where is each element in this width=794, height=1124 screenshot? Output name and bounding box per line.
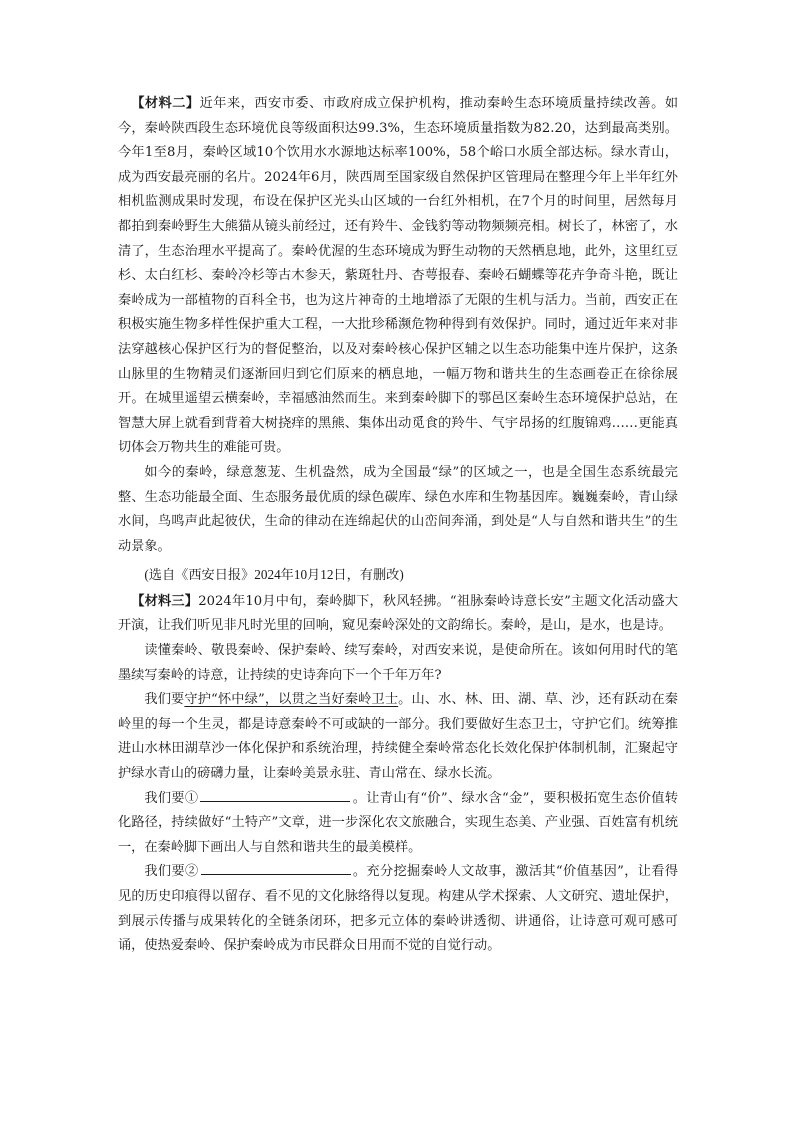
material3-paragraph-1 [118, 590, 678, 639]
material3-text-1: 2024年10月中旬，秦岭脚下，秋风轻拂。“祖脉秦岭诗意长安”主题文化活动盛大开演，让我们听见非凡时光里的回响，窥见秦岭深处的文韵绵长。秦岭，是山，是水，也是诗。 [118, 593, 679, 634]
paragraph-lead: 我们要 [144, 692, 185, 708]
source-citation: (选自《西安日报》2024年10月12日，有删改) [144, 567, 404, 583]
material3-paragraph-3 [118, 688, 678, 786]
document-page [118, 92, 678, 959]
material2-text-1: 近年来，西安市委、市政府成立保护机构，推动秦岭生态环境质量持续改善。如今，秦岭陕西段生态环境优良等级面积达99.3%，生态环境质量指数为82.20，达到最高类别。今年1至8月，秦岭区域10个饮用水水源地达标率100%，58个峪口水质全部达标。绿水青山，成为西安最亮丽的名片。2024年6月，陕西周至国家级自然保护区管理局在整理今年上半年红外相机监测成果时发现，布设在保护区光头山区域的一台红外相机，在7个月的时间里，居然每月都拍到秦岭野生大熊猫从镜头前经过，还有羚牛、金钱豹等动物频频亮相。树长了，林密了，水清了，生态治理水平提高了。秦岭优渥的生态环境成为野生动物的天然栖息地，此外，这里红豆杉、太白红杉、秦岭冷杉等古木参天，紫斑牡丹、杏萼报春、秦岭石蝴蝶等花卉争奇斗艳，既让秦岭成为一部植物的百科全书，也为这片神奇的土地增添了无限的生机与活力。当前，西安正在积极实施生物多样性保护重大工程，一大批珍稀濒危物种得到有效保护。同时，通过近年来对非法穿越核心保护区行为的督促整治，以及对秦岭核心保护区辅之以生态功能集中连片保护，这条山脉里的生物精灵们逐渐回归到它们原来的栖息地，一幅万物和谐共生的生态画卷正在徐徐展开。在城里遥望云横秦岭，幸福感油然而生。来到秦岭脚下的鄠邑区秦岭生态环境保护总站，在智慧大屏上就看到背着大树挠痒的黑熊、集体出动觅食的羚牛、气宇昂扬的红腹锦鸡……更能真切体会万物共生的难能可贵。 [118, 96, 679, 456]
material2-tag: 【材料二】 [131, 96, 200, 111]
paragraph-lead: 我们要① [144, 790, 199, 806]
underlined-sentence: 守护“怀中绿”，以贯之当好秦岭卫士 [184, 692, 399, 708]
material3-paragraph-2: 读懂秦岭、敬畏秦岭、保护秦岭、续写秦岭，对西安来说，是使命所在。该如何用时代的笔墨续写秦岭的诗意，让持续的史诗奔向下一个千年万年? [118, 643, 678, 683]
material3-paragraph-4 [118, 787, 678, 861]
answer-blank-1[interactable] [200, 787, 350, 802]
material2-paragraph-2: 如今的秦岭，绿意葱茏、生机盎然，成为全国最“绿”的区域之一，也是全国生态系统最完整、生态功能最全面、生态服务最优质的绿色碳库、绿色水库和生物基因库。巍巍秦岭，青山绿水间，鸟鸣声此起彼伏，生命的律动在连绵起伏的山峦间奔涌，到处是“人与自然和谐共生”的生动景象。 [118, 464, 678, 554]
paragraph-body: 。山、水、林、田、湖、草、沙，还有跃动在秦岭里的每一个生灵，都是诗意秦岭不可或缺的一部分。我们要做好生态卫士，守护它们。统筹推进山水林田湖草沙一体化保护和系统治理，持续健全秦岭常态化长效化保护体制机制，汇聚起守护绿水青山的磅礴力量，让秦岭美景永驻、青山常在、绿水长流。 [118, 692, 678, 782]
paragraph-body: 。充分挖掘秦岭人文故事，激活其“价值基因”，让看得见的历史印痕得以留存、看不见的文化脉络得以复现。构建从学术探索、人文研究、遗址保护，到展示传播与成果转化的全链条闭环，把多元立体的秦岭讲透彻、讲通俗，让诗意可观可感可诵，使热爱秦岭、保护秦岭成为市民群众日用而不觉的自觉行动。 [118, 864, 678, 954]
answer-blank-2[interactable] [201, 860, 351, 875]
material3-paragraph-5 [118, 860, 678, 958]
paragraph-body: 。让青山有“价”、绿水含“金”，要积极拓宽生态价值转化路径，持续做好“土特产”文章，进一步深化农文旅融合，实现生态美、产业强、百姓富有机统一，在秦岭脚下画出人与自然和谐共生的最美模样。 [118, 790, 679, 855]
paragraph-lead: 我们要② [144, 864, 199, 880]
material3-tag: 【材料三】 [131, 593, 199, 609]
material2-paragraph-1 [118, 92, 678, 461]
